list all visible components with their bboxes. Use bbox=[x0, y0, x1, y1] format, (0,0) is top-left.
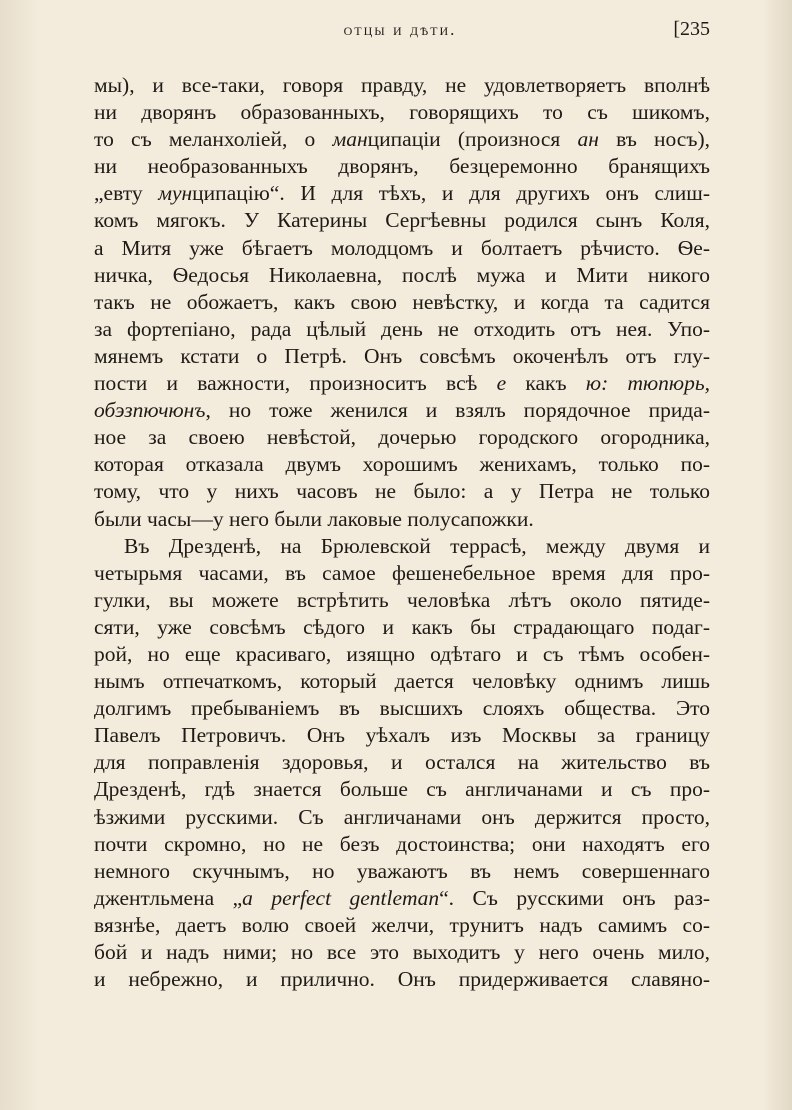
text-line: ѣзжими русскими. Съ англичанами онъ держится просто, bbox=[94, 804, 710, 829]
italic-text: е bbox=[496, 371, 507, 396]
text-line: ное за своею невѣстой, дочерью городского огородника, bbox=[94, 425, 710, 450]
text-line: ничка, Ѳедосья Николаевна, послѣ мужа и Мити никого bbox=[94, 262, 710, 287]
text-line: вязнѣе, даетъ волю своей желчи, трунитъ надъ самимъ со- bbox=[94, 912, 710, 937]
italic-text: обэзпючюнъ bbox=[94, 398, 206, 423]
text-line: Въ Дрезденѣ, на Брюлевской террасѣ, между двумя и bbox=[124, 533, 710, 558]
text-line: бой и надъ ними; но все это выходитъ у него очень мило, bbox=[94, 940, 710, 964]
text-line: и небрежно, и прилично. Онъ придерживается славяно- bbox=[94, 967, 710, 992]
text-line: гулки, вы можете встрѣтить человѣка лѣтъ около пятиде- bbox=[94, 587, 710, 612]
text-line: такъ не обожаетъ, какъ свою невѣстку, и когда та садится bbox=[94, 289, 710, 314]
text-line: были часы—у него были лаковые полусапожки. bbox=[94, 506, 534, 531]
text-line: которая отказала двумъ хорошимъ женихамъ, только по- bbox=[94, 452, 710, 477]
text-line: обэзпючюнъ, но тоже женился и взялъ порядочное прида- bbox=[94, 398, 710, 423]
italic-text: ан bbox=[577, 127, 599, 152]
text-line: мянемъ кстати о Петрѣ. Онъ совсѣмъ окоченѣлъ отъ глу- bbox=[94, 343, 710, 368]
text-line: почти скромно, но не безъ достоинства; они находятъ его bbox=[94, 831, 710, 856]
body-text bbox=[94, 72, 710, 993]
italic-text: ман bbox=[332, 127, 368, 152]
text-line: „евту мунципацію“. И для тѣхъ, и для другихъ онъ слиш- bbox=[94, 181, 710, 206]
text-line: долгимъ пребываніемъ въ высшихъ слояхъ общества. Это bbox=[94, 696, 710, 721]
text-line: нымъ отпечаткомъ, который дается человѣку однимъ лишь bbox=[94, 669, 710, 694]
text-line: для поправленія здоровья, и остался на жительство въ bbox=[94, 750, 710, 775]
italic-text: ю: тюпюрь, bbox=[585, 371, 710, 396]
text-line: ни необразованныхъ дворянъ, безцеремонно бранящихъ bbox=[94, 154, 710, 179]
text-line: тому, что у нихъ часовъ не было: а у Петра не только bbox=[94, 479, 710, 504]
text-line: сяти, уже совсѣмъ сѣдого и какъ бы страдающаго подаг- bbox=[94, 614, 710, 639]
running-title: отцы и дѣти. bbox=[343, 20, 457, 39]
text-line: за фортепіано, рада цѣлый день не отходить отъ нея. Упо- bbox=[94, 316, 710, 341]
text-line: Дрезденѣ, гдѣ знается больше съ англичанами и съ про- bbox=[94, 777, 710, 802]
page-number: [235 bbox=[673, 18, 710, 40]
italic-text: мун bbox=[158, 181, 193, 206]
page-header bbox=[90, 20, 710, 52]
text-line: мы), и все-таки, говоря правду, не удовлетворяетъ вполнѣ bbox=[94, 73, 710, 97]
text-line: пости и важности, произноситъ всѣ е какъ ю: тюпюрь, bbox=[94, 371, 710, 396]
text-line: комъ мягокъ. У Катерины Сергѣевны родился сынъ Коля, bbox=[94, 208, 710, 233]
text-line: а Митя уже бѣгаетъ молодцомъ и болтаетъ рѣчисто. Ѳе- bbox=[94, 235, 710, 260]
text-line: джентльмена „a perfect gentleman“. Съ русскими онъ раз- bbox=[94, 885, 710, 910]
text-line: Павелъ Петровичъ. Онъ уѣхалъ изъ Москвы за границу bbox=[94, 723, 710, 748]
text-line: ни дворянъ образованныхъ, говорящихъ то съ шикомъ, bbox=[94, 100, 710, 125]
italic-text: a perfect gentleman bbox=[242, 885, 440, 910]
text-line: рой, но еще красиваго, изящно одѣтаго и съ тѣмъ особен- bbox=[94, 641, 710, 666]
text-line: четырьмя часами, въ самое фешенебельное время для про- bbox=[94, 560, 710, 585]
text-line: то съ меланхоліей, о манципаціи (произнося ан въ носъ), bbox=[94, 127, 710, 152]
text-line: немного скучнымъ, но уважаютъ въ немъ совершеннаго bbox=[94, 858, 710, 883]
